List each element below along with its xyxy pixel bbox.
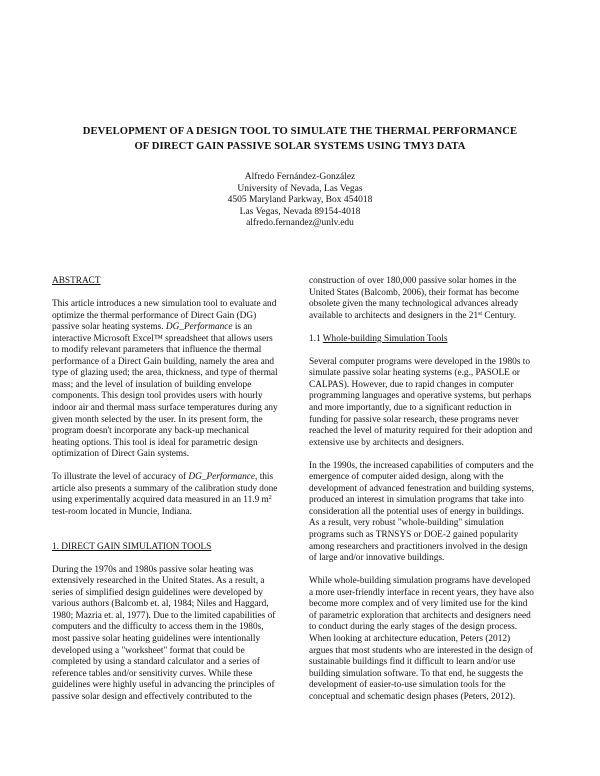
author-city: Las Vegas, Nevada 89154-4018 [239,206,361,217]
text-line: As a result, very robust "whole-building" simulation [309,518,504,529]
text-line: and more importantly, due to a significant reduction in [309,403,512,414]
text-line: program doesn't incorporate any back-up mechanical [52,426,250,437]
text-line: funding for passive solar research, these programs never [309,414,519,425]
section-1-heading: 1. DIRECT GAIN SIMULATION TOOLS [52,541,212,552]
text-line: to modify relevant parameters that influence the thermal [52,345,262,356]
text-line: available to architects and designers in the 21st Century. [309,310,517,321]
text-line: extensively researched in the United States. As a result, a [52,576,265,587]
author-name: Alfredo Fernández-González [244,172,356,182]
text-line: consideration all the potential uses of energy in buildings. [309,506,524,517]
text-line: guidelines were highly useful in advancing the principles of [52,680,275,691]
text-line: series of simplified design guidelines were developed by [52,587,263,598]
text-line: type of glazing used; the area, thickness, and type of thermal [52,368,278,379]
text-line: In the 1990s, the increased capabilities of computers and the [309,460,534,471]
text-line: This article introduces a new simulation tool to evaluate and [52,299,277,310]
section-1-1-heading [309,334,557,346]
section-1-1-paragraph-3 [309,576,557,703]
paper-title [0,124,600,154]
author-block [0,172,600,230]
text-line: interactive Microsoft Excel™ spreadsheet that allows users [52,333,273,344]
text-line: building simulation software. To that end, he suggests the [309,668,524,679]
text-line: among researchers and practitioners involved in the design [309,541,528,552]
right-column [309,276,557,703]
text-line: programming languages and operative systems, but perhaps [309,391,532,402]
text-line: construction of over 180,000 passive solar homes in the [309,276,517,286]
text-line: To illustrate the level of accuracy of DG_Performance, this [52,472,274,483]
author-street: 4505 Maryland Parkway, Box 454018 [227,195,373,206]
text-line: simulate passive solar heating systems (e.g., PASOLE or [309,368,520,379]
section-1-1-paragraph-2 [309,461,557,565]
left-column [52,276,300,703]
text-line: indoor air and thermal mass surface temperatures during any [52,403,278,414]
text-line: reached the level of maturity required for their adoption and [309,426,533,437]
text-line: United States (Balcomb, 2006), their format has become [309,287,519,298]
text-line: When looking at architecture education, Peters (2012) [309,633,511,644]
text-line: of parametric exploration that architects and designers need [309,610,531,621]
author-affiliation: University of Nevada, Las Vegas [237,183,363,194]
text-line: of large and/or innovative buildings. [309,553,445,564]
text-line: sustainable buildings find it difficult to learn and/or use [309,657,516,668]
text-line: extensive use by architects and designers. [309,437,464,448]
continued-paragraph [309,276,557,322]
abstract-paragraph-1 [52,299,300,461]
text-line: Several computer programs were developed in the 1980s to [309,356,530,367]
text-line: emergence of computer aided design, along with the [309,472,504,483]
text-line: While whole-building simulation programs have developed [309,576,531,587]
text-line: a more user-friendly interface in recent years, they have also [309,587,534,598]
section-1-1-title: Whole-building Simulation Tools [322,333,448,344]
text-line: passive solar heating systems. DG_Performance is an [52,322,253,333]
text-line: mass; and the level of insulation of building envelope [52,379,252,390]
text-line: development of easier-to-use simulation tools for the [309,680,506,691]
text-line: performance of a Direct Gain building, namely the area and [52,356,274,367]
text-line: development of advanced fenestration and building systems, [309,483,534,494]
text-line: given month selected by the user. In its present form, the [52,414,263,425]
section-1-1-paragraph-1 [309,357,557,449]
text-line: heating options. This tool is ideal for parametric design [52,437,258,448]
text-line: test-room located in Muncie, Indiana. [52,506,192,517]
text-line: argues that most students who are interested in the design of [309,645,533,656]
title-line-2: OF DIRECT GAIN PASSIVE SOLAR SYSTEMS USING TMY3 DATA [134,141,466,152]
text-line: During the 1970s and 1980s passive solar heating was [52,564,254,575]
text-line: passive solar design and effectively contributed to the [52,691,252,702]
author-email[interactable]: alfredo.fernandez@unlv.edu [246,218,354,229]
abstract-paragraph-2 [52,472,300,518]
section-1-paragraph-1 [52,565,300,704]
text-line: 1980; Mazria et. al, 1977). Due to the limited capabilities of [52,610,276,621]
text-line: computers and the difficulty to access them in the 1980s, [52,622,264,633]
text-line: completed by using a standard calculator and a series of [52,657,260,668]
section-1-1-number: 1.1 [309,333,323,344]
text-line: to conduct during the early stages of the design process. [309,622,518,633]
text-line: CALPAS). However, due to rapid changes in computer [309,379,514,390]
text-line: optimization of Direct Gain systems. [52,449,190,460]
text-line: produced an interest in simulation programs that take into [309,495,524,506]
text-line: most passive solar heating guidelines were intentionally [52,633,261,644]
text-line: become more complex and of very limited use for the kind [309,599,528,610]
text-line: conceptual and schematic design phases (Peters, 2012). [309,691,516,702]
abstract-heading: ABSTRACT [52,276,101,286]
text-line: obsolete given the many technological advances already [309,299,519,310]
text-line: programs such as TRNSYS or DOE-2 gained popularity [309,530,519,541]
title-line-1: DEVELOPMENT OF A DESIGN TOOL TO SIMULATE THE THERMAL PERFORMANCE [82,126,518,137]
text-line: using experimentally acquired data measured in an 11.9 $m^2$ [52,495,272,506]
text-line: optimize the thermal performance of Direct Gain (DG) [52,310,257,321]
text-line: article also presents a summary of the calibration study done [52,483,278,494]
text-line: components. This design tool provides users with hourly [52,391,263,402]
text-line: various authors (Balcomb et. al, 1984; Niles and Haggard, [52,599,269,610]
text-line: developed using a "worksheet" format that could be [52,645,245,656]
text-line: reference tables and/or sensitivity curves. While these [52,668,253,679]
